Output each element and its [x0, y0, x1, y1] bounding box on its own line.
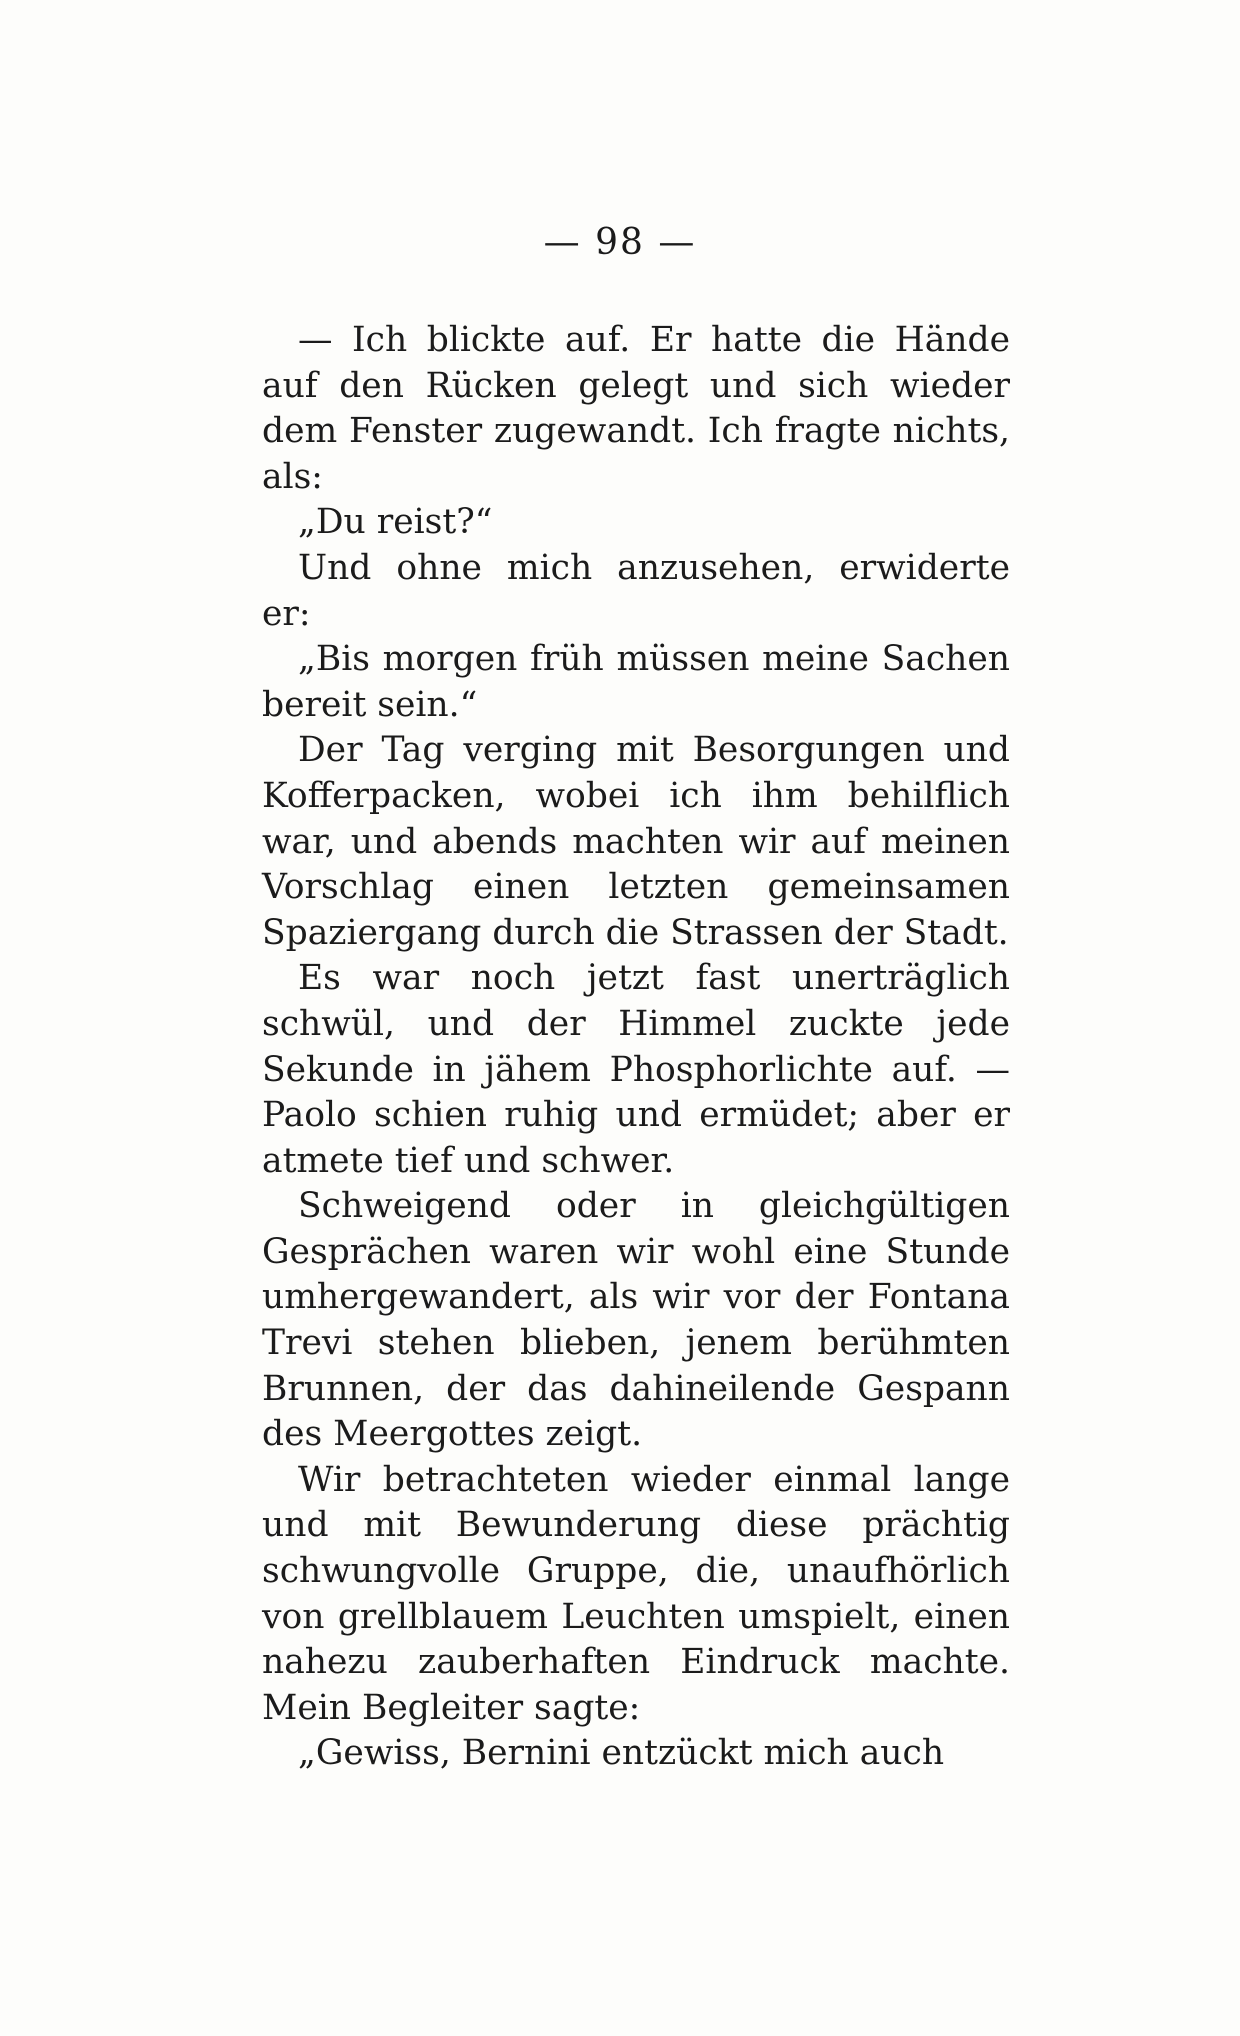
paragraph: Schweigend oder in gleichgültigen Gesprächen waren wir wohl eine Stunde umhergewandert, als wir vor der Fontana Trevi stehen blieben, jenem berühmten Brunnen, der das dahineilende Gespann des Meergottes zeigt. — [262, 1186, 1010, 1455]
paragraph: „Du reist?“ — [298, 502, 493, 543]
body-text — [262, 318, 1010, 1777]
paragraph: Und ohne mich anzusehen, erwiderte er: — [262, 547, 1010, 634]
paragraph: Wir betrachteten wieder einmal lange und mit Bewunderung diese prächtig schwungvolle Gruppe, die, unaufhörlich von grellblauem Leuchten umspielt, einen nahezu zauberhaften Eindruck machte. Mein Begleiter sagte: — [262, 1459, 1010, 1728]
paragraph: Der Tag verging mit Besorgungen und Kofferpacken, wobei ich ihm behilflich war, und abends machten wir auf meinen Vorschlag einen letzten gemeinsamen Spaziergang durch die Strassen der Stadt. — [262, 730, 1010, 953]
paragraph: „Bis morgen früh müssen meine Sachen bereit sein.“ — [262, 639, 1010, 725]
page-number: — 98 — — [543, 222, 697, 263]
paragraph: „Gewiss, Bernini entzückt mich auch — [298, 1733, 945, 1774]
paragraph: Es war noch jetzt fast unerträglich schwül, und der Himmel zuckte jede Sekunde in jähem Phosphorlichte auf. — Paolo schien ruhig und ermüdet; aber er atmete tief und schwer. — [262, 958, 1010, 1181]
paragraph: — Ich blickte auf. Er hatte die Hände auf den Rücken gelegt und sich wieder dem Fenster zugewandt. Ich fragte nichts, als: — [262, 320, 1010, 497]
